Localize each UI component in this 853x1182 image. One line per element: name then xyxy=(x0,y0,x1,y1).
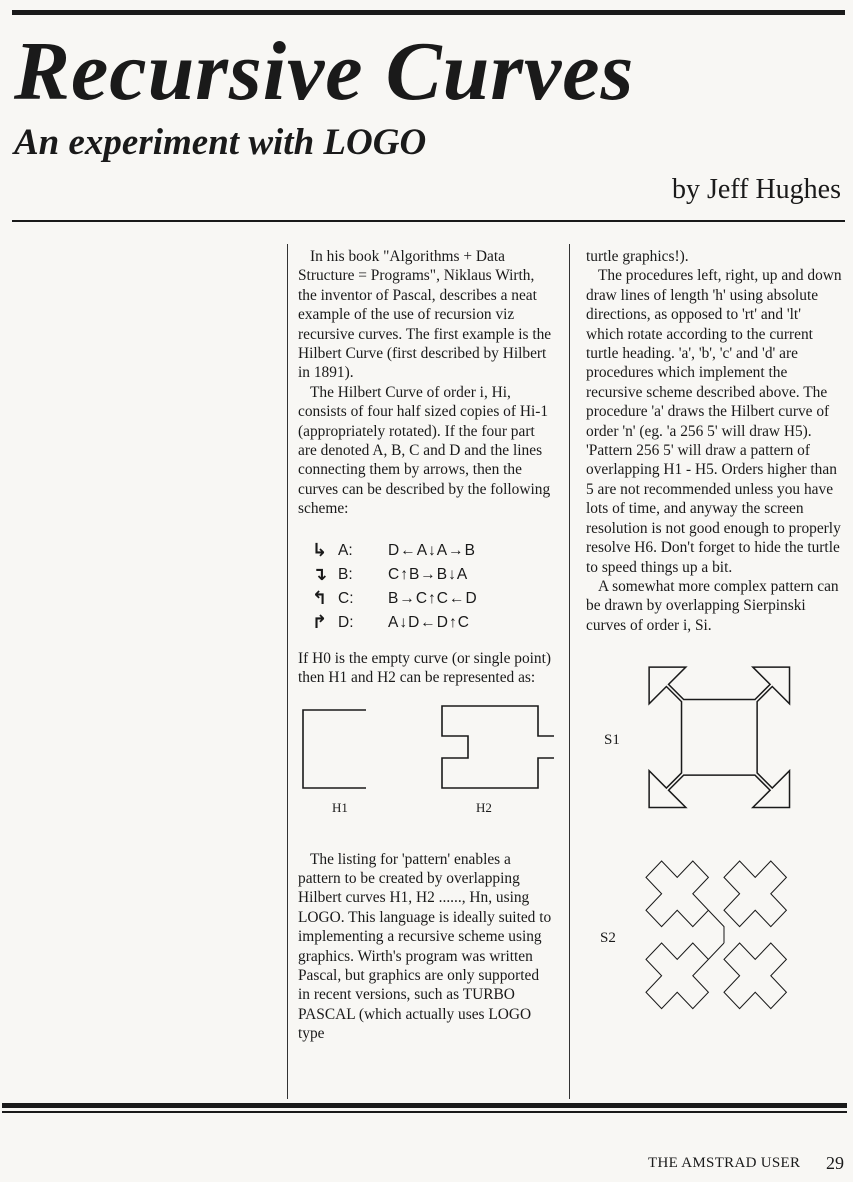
scheme-row xyxy=(312,563,554,587)
hilbert-h1-curve xyxy=(303,710,366,788)
header-rule xyxy=(12,220,845,222)
top-rule xyxy=(12,10,845,15)
s2-label: S2 xyxy=(600,930,616,947)
article-subtitle: An experiment with LOGO xyxy=(14,122,427,163)
h2-label: H2 xyxy=(476,799,492,815)
s2-segment xyxy=(708,910,724,943)
scheme-key: B: xyxy=(338,565,353,583)
column-divider-left xyxy=(287,244,288,1099)
paragraph: The procedures left, right, up and down draw lines of length 'h' using absolute directions, as opposed to 'rt' and 'lt' which rotate according to the current turtle heading. 'a', 'b', 'c' and 'd' are procedures which implement the recursive scheme described above. The procedure 'a' draws the Hilbert curve of order 'n' (eg. 'a 256 5' will draw H5). 'Pattern 256 5' will draw a pattern of overlapping H1 - H5. Orders higher than 5 are not recommended unless you have lots of time, and anyway the screen resolution is not good enough to properly resolve H6. Don't forget to hide the turtle to speed things up a bit. xyxy=(586,267,842,576)
sierpinski-s2-curve xyxy=(646,861,786,1009)
s2-segment xyxy=(708,943,724,959)
page-number: 29 xyxy=(826,1153,844,1173)
hook-right-down-icon: ↳ xyxy=(312,539,328,560)
hilbert-scheme xyxy=(312,539,554,635)
scheme-key: A: xyxy=(338,541,353,559)
paragraph: A somewhat more complex pattern can be drawn by overlapping Sierpinski curves of order i, Si. xyxy=(586,577,839,634)
text-column-2 xyxy=(586,247,842,1031)
hook-left-up-icon: ↰ xyxy=(312,587,328,608)
hilbert-h2-curve xyxy=(442,706,554,788)
scheme-row xyxy=(312,587,554,611)
scheme-row xyxy=(312,611,554,635)
scheme-rule: A↓D←D↑C xyxy=(388,613,470,631)
footer-rule-thin xyxy=(2,1111,847,1113)
s2-segment xyxy=(724,861,786,927)
hilbert-figures xyxy=(298,700,554,840)
s2-segment xyxy=(646,861,708,927)
hook-down-icon: ↴ xyxy=(312,563,328,584)
scheme-rule: B→C↑C←D xyxy=(388,589,478,607)
paragraph: If H0 is the empty curve (or single point) then H1 and H2 can be represented as: xyxy=(298,649,552,687)
author-byline: by Jeff Hughes xyxy=(671,174,841,205)
footer-rule xyxy=(2,1103,847,1108)
s1-label: S1 xyxy=(604,732,620,749)
s2-segment xyxy=(724,943,786,1009)
scheme-rule: C↑B→B↓A xyxy=(388,565,469,583)
scheme-key: C: xyxy=(338,589,354,607)
text-column-1 xyxy=(298,247,554,1044)
scheme-row xyxy=(312,539,554,563)
paragraph: The listing for 'pattern' enables a pattern to be created by overlapping Hilbert curves H1, H2 ......, Hn, using LOGO. This language is ideally suited to implementing a recursive scheme using graphics. Wirth's program was written Pascal, but graphics are only supported in recent versions, such as TURBO PASCAL (which actually uses LOGO type xyxy=(298,850,552,1043)
magazine-name: THE AMSTRAD USER xyxy=(648,1155,801,1171)
scheme-key: D: xyxy=(338,613,354,631)
paragraph: The Hilbert Curve of order i, Hi, consists of four half sized copies of Hi-1 (appropriately rotated). If the four part are denoted A, B, C and D and the lines connecting them by arrows, then the curves can be described by the following scheme: xyxy=(298,383,551,518)
hilbert-diagram xyxy=(298,700,558,840)
s2-segment xyxy=(646,943,708,1009)
h1-label: H1 xyxy=(332,799,348,815)
article-title: Recursive Curves xyxy=(14,25,635,118)
scheme-rule: D←A↓A→B xyxy=(388,541,476,559)
sierpinski-s1-curve xyxy=(649,667,789,807)
paragraph: turtle graphics!). xyxy=(586,248,689,265)
paragraph: In his book "Algorithms + Data Structure = Programs", Niklaus Wirth, the inventor of Pascal, describes a neat example of the use of recursion viz recursive curves. The first example is the Hilbert Curve (first described by Hilbert in 1891). xyxy=(298,248,552,382)
column-divider-middle xyxy=(569,244,570,1099)
hook-up-icon: ↱ xyxy=(312,611,328,632)
sierpinski-diagram xyxy=(586,651,842,1031)
sierpinski-figures xyxy=(586,651,842,1031)
